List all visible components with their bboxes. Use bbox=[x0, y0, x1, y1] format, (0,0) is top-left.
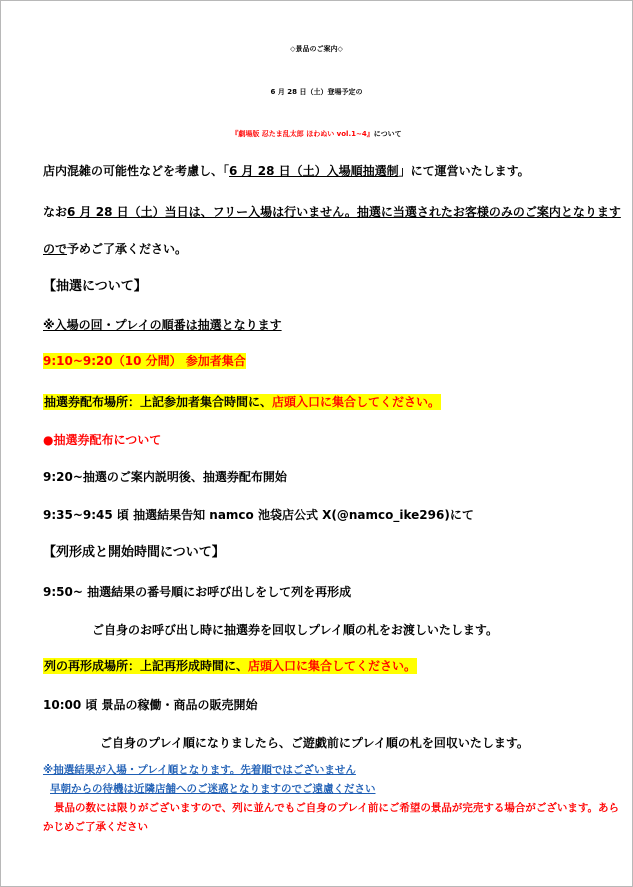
intro-text-c: 」にて運営いたします。 bbox=[398, 164, 530, 178]
note-limited-prizes-line1: 景品の数には限りがございますので、列に並んでもご自身のプレイ前にご希望の景品が完売する場合がございます。あら bbox=[54, 802, 620, 814]
intro-text-emphasis: 6 月 28 日（土）入場順抽選制 bbox=[229, 164, 399, 178]
product-name: 『劇場版 忍たま乱太郎 ほわぬい vol.1~4』 bbox=[231, 130, 374, 138]
ticket-place bbox=[43, 394, 441, 410]
ticket-distribution-bullet: ●抽選券配布について bbox=[43, 433, 162, 447]
lottery-step-2: 9:35~9:45 頃 抽選結果告知 namco 池袋店公式 X(@namco_ike296)にて bbox=[43, 508, 474, 522]
note-lottery-order: ※抽選結果が入場・プレイ順となります。先着順ではございません bbox=[43, 764, 356, 776]
product-suffix: について bbox=[373, 130, 402, 138]
queue-place bbox=[43, 658, 417, 674]
ticket-place-label: 抽選券配布場所：上記参加者集合時間に、 bbox=[44, 395, 273, 409]
notice-text-c: 予めご了承ください。 bbox=[67, 242, 188, 256]
document-subtitle: 6 月 28 日（土）登場予定の bbox=[270, 88, 363, 96]
notice-paragraph-line2 bbox=[43, 242, 187, 256]
section-lottery-heading: 【抽選について】 bbox=[43, 279, 147, 294]
queue-step-1: 9:50~ 抽選結果の番号順にお呼び出しをして列を再形成 bbox=[43, 585, 352, 599]
note-limited-prizes-line2: かじめご了承ください bbox=[43, 821, 148, 833]
section-queue-heading: 【列形成と開始時間について】 bbox=[43, 545, 225, 560]
lottery-note: ※入場の回・プレイの順番は抽選となります bbox=[43, 318, 282, 332]
queue-step-2: 10:00 頃 景品の稼働・商品の販売開始 bbox=[43, 698, 258, 712]
ticket-place-instruction: 店頭入口に集合してください。 bbox=[272, 395, 441, 409]
lottery-step-1: 9:20~抽選のご案内説明後、抽選券配布開始 bbox=[43, 470, 287, 484]
queue-step-2-detail: ご自身のプレイ順になりましたら、ご遊戯前にプレイ順の札を回収いたします。 bbox=[100, 736, 529, 750]
document-title: ◇景品のご案内◇ bbox=[290, 45, 343, 53]
intro-paragraph bbox=[43, 164, 530, 178]
intro-text-a: 店内混雑の可能性などを考慮し、「 bbox=[43, 164, 230, 178]
notice-text-a: なお bbox=[43, 205, 68, 219]
queue-place-label: 列の再形成場所：上記再形成時間に、 bbox=[44, 659, 249, 673]
notice-text-emphasis: 6 月 28 日（土）当日は、フリー入場は行いません。抽選に当選されたお客様のみのご案内となります bbox=[67, 205, 621, 219]
queue-step-1-detail: ご自身のお呼び出し時に抽選券を回収しプレイ順の札をお渡しいたします。 bbox=[92, 623, 498, 637]
notice-paragraph-line1 bbox=[43, 205, 621, 219]
queue-place-instruction: 店頭入口に集合してください。 bbox=[248, 659, 417, 673]
note-early-waiting: 早朝からの待機は近隣店舗へのご迷惑となりますのでご遠慮ください bbox=[50, 783, 376, 795]
gather-time: 9:10~9:20（10 分間） 参加者集合 bbox=[43, 354, 246, 368]
product-line bbox=[1, 130, 632, 138]
notice-text-emphasis-end: ので bbox=[43, 242, 68, 256]
